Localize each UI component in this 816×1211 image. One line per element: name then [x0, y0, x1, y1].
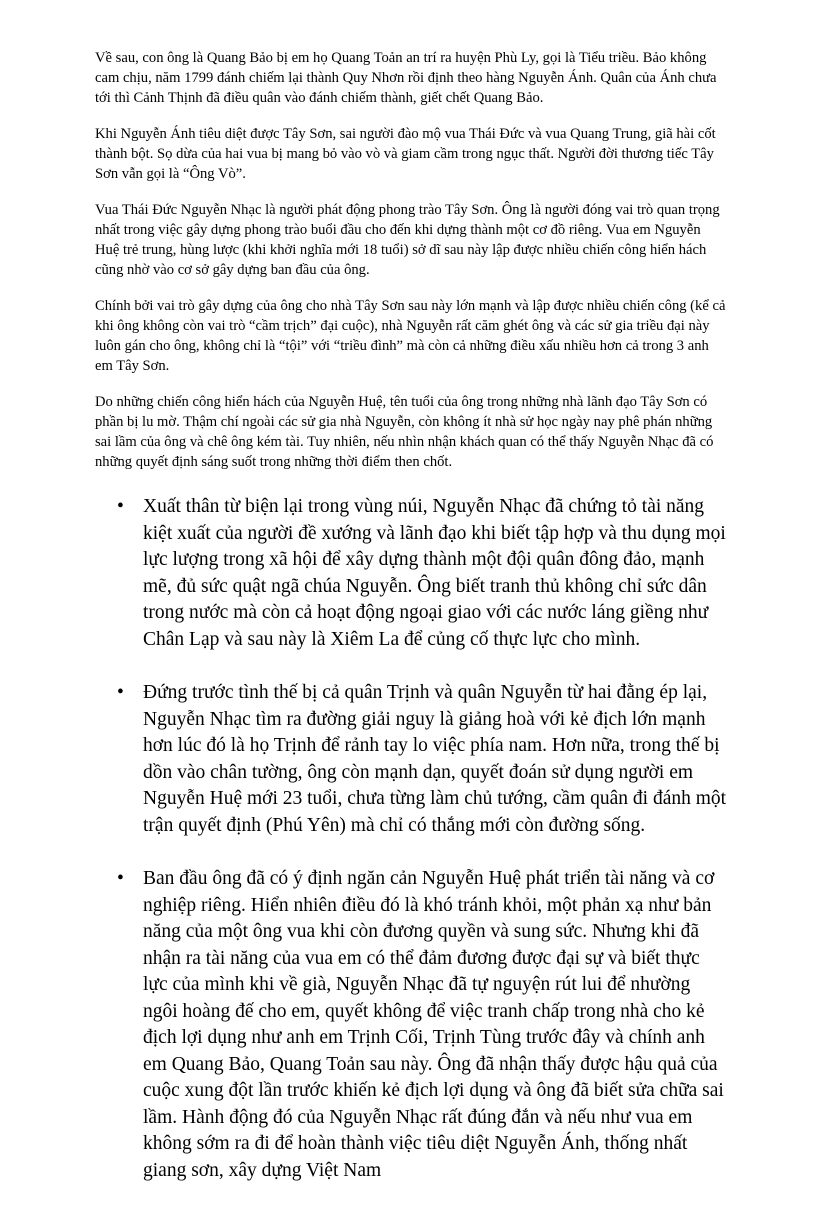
bullet-icon: •: [117, 868, 124, 889]
bullet-text: Ban đầu ông đã có ý định ngăn cản Nguyễn Huệ phát triển tài năng và cơ nghiệp riêng. Hiển nhiên điều đó là khó tránh khỏi, một phản xạ như bản năng của một ông vua khi còn đương quyền và sung sức. Nhưng khi đã nhận ra tài năng của vua em có thể đảm đương được đại sự và biết thực lực của mình khi về già, Nguyễn Nhạc đã tự nguyện rút lui để nhường ngôi hoàng đế cho em, quyết không để việc tranh chấp trong nhà cho kẻ địch lợi dụng như anh em Trịnh Cối, Trịnh Tùng trước đây và chính anh em Quang Bảo, Quang Toản sau này. Ông đã nhận thấy được hậu quả của cuộc xung đột lần trước khiến kẻ địch lợi dụng và ông đã biết sửa chữa sai lầm. Hành động đó của Nguyễn Nhạc rất đúng đắn và nếu như vua em không sớm ra đi để hoàn thành việc tiêu diệt Nguyễn Ánh, thống nhất giang sơn, xây dựng Việt Nam: [143, 868, 724, 1181]
bullet-text: Đứng trước tình thế bị cả quân Trịnh và quân Nguyễn từ hai đằng ép lại, Nguyễn Nhạc tìm ra đường giải nguy là giảng hoà với kẻ địch lớn mạnh hơn lúc đó là họ Trịnh để rảnh tay lo việc phía nam. Hơn nữa, trong thế bị dồn vào chân tường, ông còn mạnh dạn, quyết đoán sử dụng người em Nguyễn Huệ mới 23 tuổi, chưa từng làm chủ tướng, cầm quân đi đánh một trận quyết định (Phú Yên) mà chỉ có thắng mới còn đường sống.: [143, 682, 727, 836]
bullet-icon: •: [117, 682, 124, 703]
bullet-icon: •: [117, 496, 124, 517]
bullet-list: [95, 494, 727, 1184]
paragraph-1: Về sau, con ông là Quang Bảo bị em họ Quang Toản an trí ra huyện Phù Ly, gọi là Tiểu triều. Bảo không cam chịu, năm 1799 đánh chiếm lại thành Quy Nhơn rồi định theo hàng Nguyễn Ánh. Quân của Ánh chưa tới thì Cảnh Thịnh đã điều quân vào đánh chiếm thành, giết chết Quang Bảo.: [95, 50, 717, 106]
paragraph-2: Khi Nguyễn Ánh tiêu diệt được Tây Sơn, sai người đào mộ vua Thái Đức và vua Quang Trung, giã hài cốt thành bột. Sọ dừa của hai vua bị mang bỏ vào vò và giam cầm trong ngục thất. Người đời thương tiếc Tây Sơn vẫn gọi là “Ông Vò”.: [95, 126, 716, 182]
bullet-item-2: [95, 680, 727, 839]
document-page: [95, 48, 727, 1211]
bullet-text: Xuất thân từ biện lại trong vùng núi, Nguyễn Nhạc đã chứng tỏ tài năng kiệt xuất của người đề xướng và lãnh đạo khi biết tập hợp và thu dụng mọi lực lượng trong xã hội để xây dựng thành một đội quân đông đảo, mạnh mẽ, đủ sức quật ngã chúa Nguyễn. Ông biết tranh thủ không chỉ sức dân trong nước mà còn cả hoạt động ngoại giao với các nước láng giềng như Chân Lạp và sau này là Xiêm La để củng cố thực lực cho mình.: [143, 496, 726, 650]
bullet-item-1: [95, 494, 727, 653]
paragraph-4: Chính bởi vai trò gây dựng của ông cho nhà Tây Sơn sau này lớn mạnh và lập được nhiều chiến công (kể cả khi ông không còn vai trò “cầm trịch” đại cuộc), nhà Nguyễn rất căm ghét ông và các sử gia triều đại này luôn gán cho ông, không chỉ là “tội” với “triều đình” mà còn cả những điều xấu nhiều hơn cả trong 3 anh em Tây Sơn.: [95, 298, 726, 374]
paragraph-5: Do những chiến công hiển hách của Nguyễn Huệ, tên tuổi của ông trong những nhà lãnh đạo Tây Sơn có phần bị lu mờ. Thậm chí ngoài các sử gia nhà Nguyễn, còn không ít nhà sử học ngày nay phê phán những sai lầm của ông và chê ông kém tài. Tuy nhiên, nếu nhìn nhận khách quan có thể thấy Nguyễn Nhạc đã có những quyết định sáng suốt trong những thời điểm then chốt.: [95, 394, 714, 470]
bullet-item-3: [95, 866, 727, 1184]
paragraph-3: Vua Thái Đức Nguyễn Nhạc là người phát động phong trào Tây Sơn. Ông là người đóng vai trò quan trọng nhất trong việc gây dựng phong trào buổi đầu cho đến khi dựng thành một cơ đồ riêng. Vua em Nguyễn Huệ trẻ trung, hùng lược (khi khởi nghĩa mới 18 tuổi) sở dĩ sau này lập được nhiều chiến công hiển hách cũng nhờ vào cơ sở gây dựng ban đầu của ông.: [95, 202, 720, 278]
